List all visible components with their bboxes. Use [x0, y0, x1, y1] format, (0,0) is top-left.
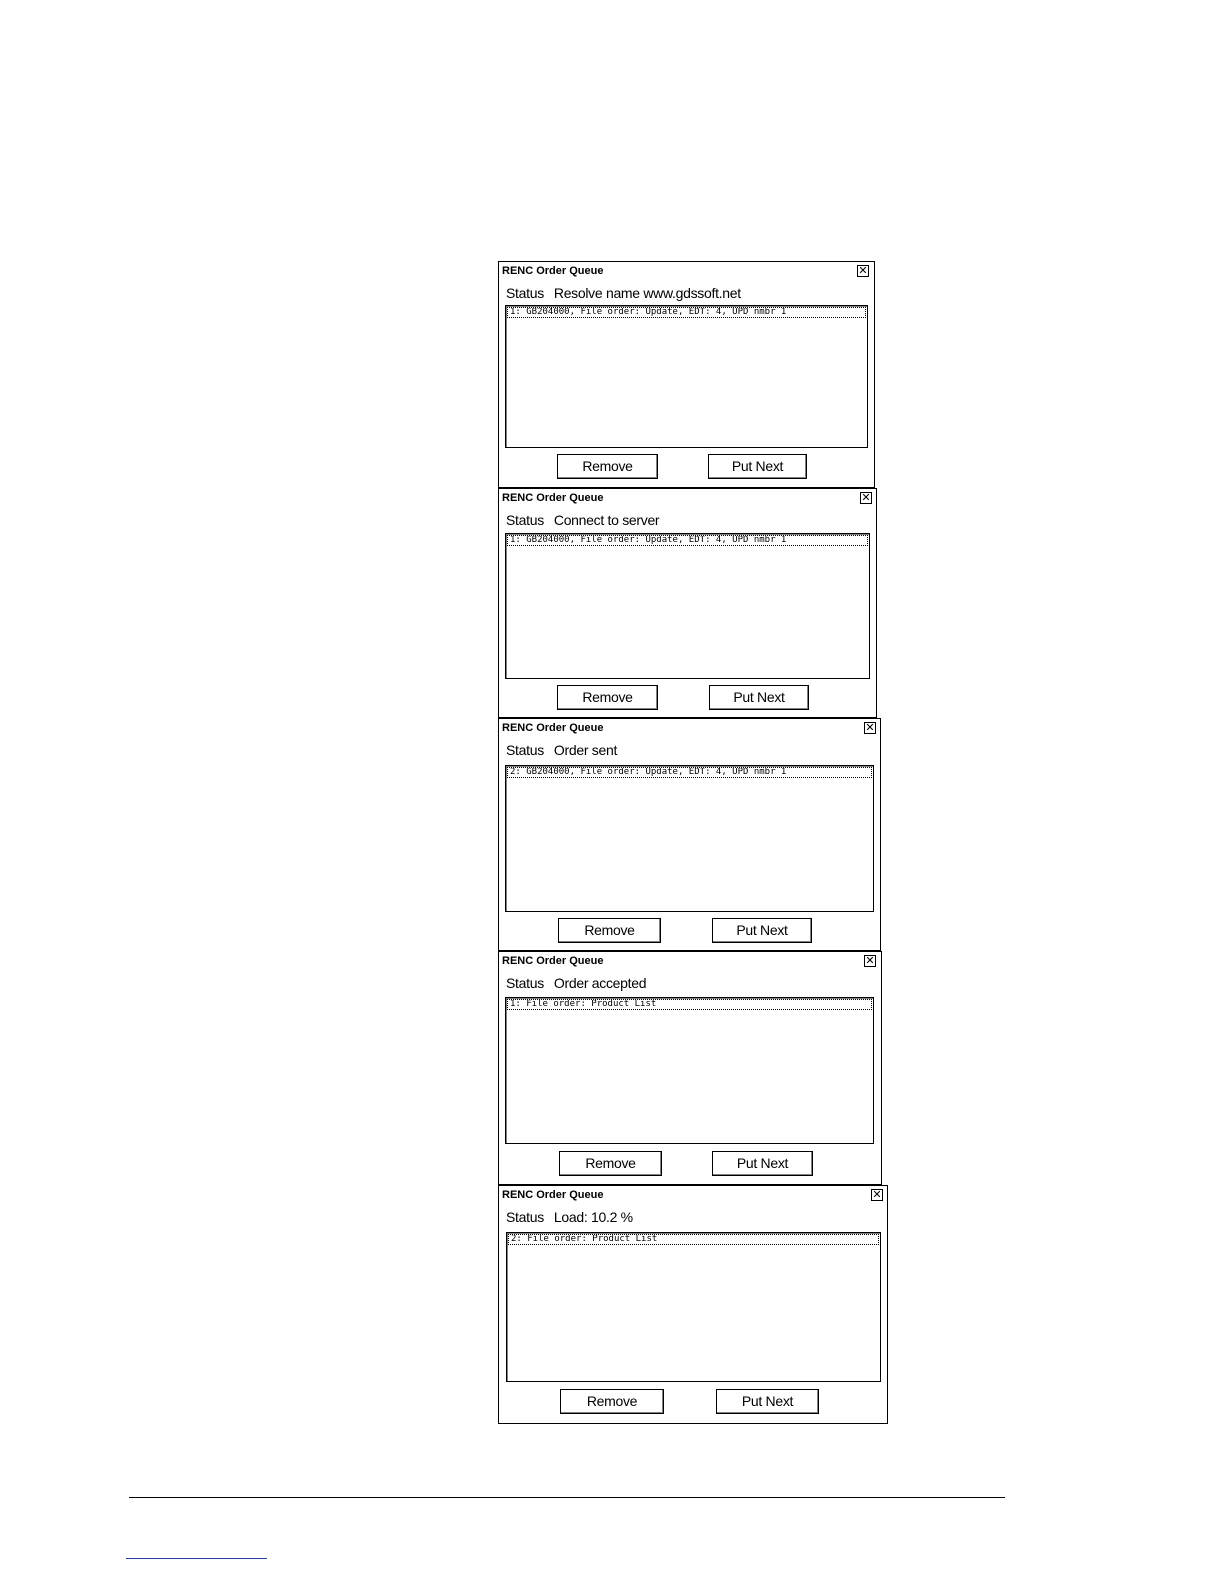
order-queue-list[interactable]: [505, 765, 874, 912]
status-value: Load: 10.2 %: [553, 1209, 633, 1225]
dialog-title: RENC Order Queue: [502, 722, 604, 734]
status-label: Status: [506, 1209, 544, 1225]
put-next-button[interactable]: Put Next: [712, 918, 812, 943]
put-next-button[interactable]: Put Next: [708, 454, 807, 479]
status-value: Order sent: [553, 742, 618, 758]
status-label: Status: [506, 512, 544, 528]
dialog-title: RENC Order Queue: [502, 265, 604, 277]
order-queue-dialog: [498, 1185, 888, 1424]
close-icon[interactable]: ✕: [861, 491, 871, 504]
order-queue-list[interactable]: [505, 997, 874, 1144]
close-icon[interactable]: ✕: [865, 954, 875, 967]
list-item[interactable]: 1: File order: Product List: [507, 999, 872, 1010]
list-item[interactable]: 2: File order: Product List: [508, 1234, 879, 1245]
list-item[interactable]: 1: GB204000, File order: Update, EDT: 4, UPD nmbr 1: [507, 307, 866, 318]
remove-button[interactable]: Remove: [560, 1389, 664, 1414]
footer-link-underline: [126, 1558, 267, 1559]
order-queue-dialog: [498, 951, 882, 1185]
status-line: [506, 285, 741, 301]
status-line: [506, 742, 617, 758]
remove-button[interactable]: Remove: [558, 918, 661, 943]
order-queue-list[interactable]: [506, 1232, 881, 1382]
put-next-button[interactable]: Put Next: [716, 1389, 819, 1414]
status-label: Status: [506, 742, 544, 758]
order-queue-list[interactable]: [505, 533, 870, 679]
list-item[interactable]: 2: GB204000, File order: Update, EDT: 4, UPD nmbr 1: [507, 767, 872, 778]
order-queue-dialog: [498, 718, 881, 951]
status-line: [506, 975, 646, 991]
close-icon[interactable]: ✕: [872, 1188, 882, 1201]
status-label: Status: [506, 975, 544, 991]
dialog-title: RENC Order Queue: [502, 955, 604, 967]
order-queue-dialog: [498, 261, 875, 488]
remove-button[interactable]: Remove: [557, 454, 658, 479]
remove-button[interactable]: Remove: [557, 685, 658, 710]
put-next-button[interactable]: Put Next: [709, 685, 809, 710]
status-label: Status: [506, 285, 544, 301]
dialog-title: RENC Order Queue: [502, 1189, 604, 1201]
put-next-button[interactable]: Put Next: [712, 1151, 813, 1176]
status-value: Resolve name www.gdssoft.net: [553, 285, 741, 301]
order-queue-dialog: [498, 488, 877, 718]
remove-button[interactable]: Remove: [559, 1151, 662, 1176]
order-queue-list[interactable]: [505, 305, 868, 448]
status-line: [506, 1209, 633, 1225]
list-item[interactable]: 1: GB204000, File order: Update, EDT: 4, UPD nmbr 1: [507, 535, 868, 546]
close-icon[interactable]: ✕: [865, 721, 875, 734]
close-icon[interactable]: ✕: [858, 264, 868, 277]
status-value: Order accepted: [553, 975, 647, 991]
status-line: [506, 512, 659, 528]
status-value: Connect to server: [553, 512, 660, 528]
footer-divider: [129, 1497, 1005, 1498]
dialog-title: RENC Order Queue: [502, 492, 604, 504]
